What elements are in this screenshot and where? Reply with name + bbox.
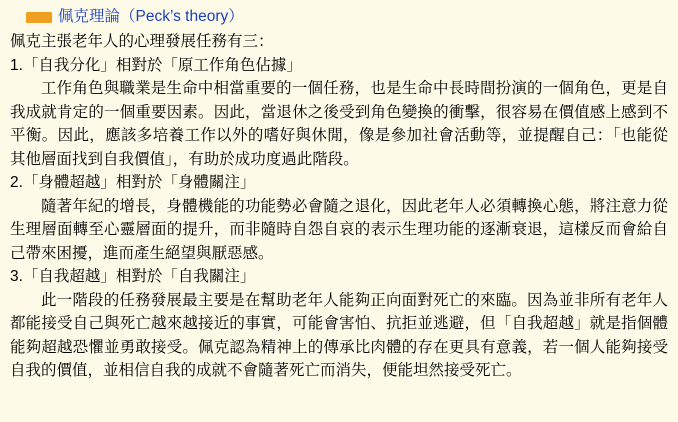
page-title: 佩克理論（Peck’s theory） xyxy=(58,8,244,25)
section-2-body: 隨著年紀的增長，身體機能的功能勢必會隨之退化，因此老年人必須轉換心態，將注意力從生理層面轉至心靈層面的提升，而非隨時自怨自哀的表示生理功能的逐漸衰退，這樣反而會給自己帶來困擾，進而產生絕望與厭惡感。 xyxy=(10,197,668,262)
section-1-heading: 1.「自我分化」相對於「原工作角色佔據」 xyxy=(10,56,302,74)
document-body xyxy=(10,30,668,383)
highlight-marker-icon xyxy=(26,12,52,23)
intro-paragraph: 佩克主張老年人的心理發展任務有三： xyxy=(10,33,274,50)
section-3-body: 此一階段的任務發展最主要是在幫助老年人能夠正向面對死亡的來臨。因為並非所有老年人都能接受自己與死亡越來越接近的事實，可能會害怕、抗拒並逃避，但「自我超越」就是指個體能夠超越恐懼並勇敢接受。佩克認為精神上的傳承比肉體的存在更具有意義，若一個人能夠接受自我的價值，並相信自我的成就不會隨著死亡而消失，便能坦然接受死亡。 xyxy=(10,291,668,379)
section-1-body: 工作角色與職業是生命中相當重要的一個任務，也是生命中長時間扮演的一個角色，更是自我成就肯定的一個重要因素。因此，當退休之後受到角色變換的衝擊，很容易在價值感上感到不平衡。因此，應該多培養工作以外的嗜好與休閒，像是參加社會活動等，並提醒自己：「也能從其他層面找到自我價值」，有助於成功度過此階段。 xyxy=(10,80,668,168)
section-3-heading: 3.「自我超越」相對於「自我關注」 xyxy=(10,268,256,285)
section-2-heading: 2.「身體超越」相對於「身體關注」 xyxy=(10,174,256,191)
document-title-row xyxy=(26,6,668,28)
